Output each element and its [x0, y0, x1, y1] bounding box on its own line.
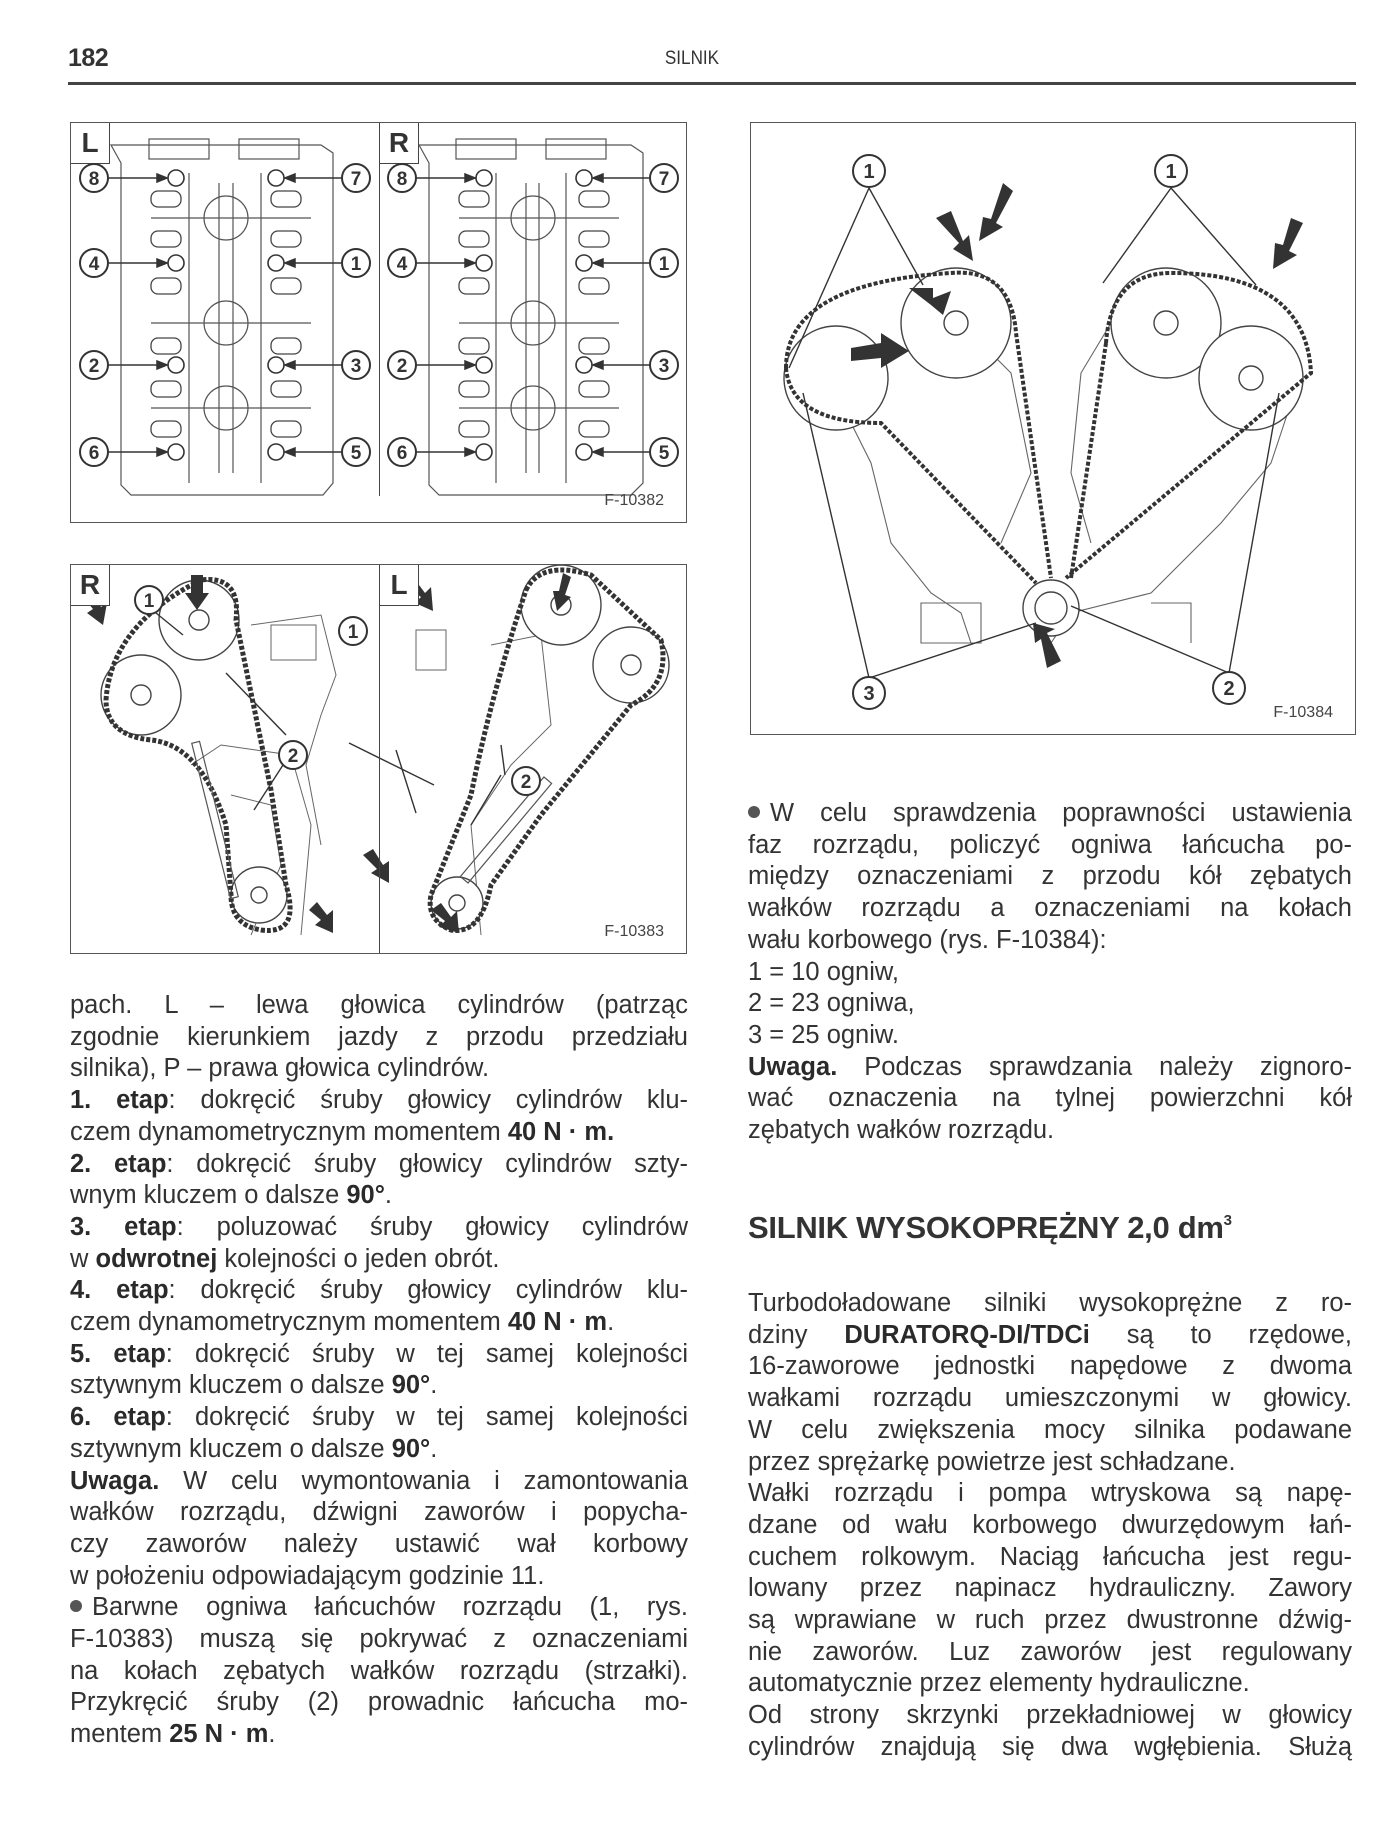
callout-5: 5 — [350, 443, 362, 464]
text-line: nie zaworów. Luz zaworów jest regulowany — [748, 1637, 1352, 1666]
figure-code: F-10384 — [1273, 704, 1333, 721]
link-count-2: 2 = 23 ogniwa, — [748, 989, 915, 1018]
text-line: przez sprężarkę powietrze jest schładzane. — [748, 1447, 1236, 1476]
cylinder-head-diagram — [71, 123, 688, 524]
callout-6: 6 — [88, 443, 100, 464]
step-4: 4. etap: dokręcić śruby głowicy cylindrów klu- — [70, 1276, 688, 1305]
bullet-paragraph: Barwne ogniwa łańcuchów rozrządu (1, rys. — [70, 1592, 688, 1624]
text-line: lowany przez napinacz hydrauliczny. Zawory — [748, 1574, 1352, 1603]
text-line: wału korbowego (rys. F-10384): — [748, 925, 1107, 954]
v-engine-timing-diagram — [751, 123, 1357, 736]
callout-8: 8 — [88, 169, 100, 190]
text-line: dziny DURATORQ-DI/TDCi są to rzędowe, — [748, 1320, 1352, 1349]
step-6: 6. etap: dokręcić śruby w tej samej kolejności — [70, 1403, 688, 1432]
callout-7: 7 — [658, 169, 670, 190]
right-column-top — [748, 798, 1352, 1147]
text-line: wałków rozrządu a oznaczeniami na kołach — [748, 894, 1352, 923]
panel-tag-right-bank: R — [71, 565, 110, 606]
text-line: w położeniu odpowiadającym godzinie 11. — [70, 1561, 545, 1590]
running-head: SILNIK — [664, 48, 720, 69]
callout-2: 2 — [88, 356, 100, 377]
callout-4: 4 — [396, 254, 408, 275]
text-line: dzane od wału korbowego dwurzędowym łań- — [748, 1510, 1352, 1539]
step-5: 5. etap: dokręcić śruby w tej samej kolejności — [70, 1339, 688, 1368]
callout-3: 3 — [863, 683, 875, 705]
figure-f10384 — [750, 122, 1356, 735]
callout-2: 2 — [1223, 678, 1235, 700]
text-line: cylindrów znajdują się dwa wgłębienia. Służą — [748, 1732, 1352, 1761]
text-line: między oznaczeniami z przodu kół zębatych — [748, 862, 1352, 891]
callout-3: 3 — [350, 356, 362, 377]
text-line: wałków rozrządu, dźwigni zaworów i popycha- — [70, 1498, 688, 1527]
step-1: 1. etap: dokręcić śruby głowicy cylindrów klu- — [70, 1086, 688, 1115]
panel-tag-left-bank: L — [379, 565, 419, 606]
panel-tag-left-head: L — [71, 123, 110, 164]
callout-3: 3 — [658, 356, 670, 377]
text-line: silnika), P – prawa głowica cylindrów. — [70, 1054, 490, 1083]
text-line: 16-zaworowe jednostki napędowe z dwoma — [748, 1352, 1352, 1381]
link-count-1: 1 = 10 ogniw, — [748, 957, 899, 986]
step-3: 3. etap: poluzować śruby głowicy cylindrów — [70, 1212, 688, 1241]
text-line: automatycznie przez elementy hydrauliczne. — [748, 1669, 1250, 1698]
bullet-icon — [748, 806, 760, 818]
bullet-paragraph: W celu sprawdzenia poprawności ustawienia — [748, 798, 1352, 830]
callout-1: 1 — [658, 254, 670, 275]
text-line: pach. L – lewa głowica cylindrów (patrząc — [70, 991, 688, 1019]
text-line: Od strony skrzynki przekładniowej w głowicy — [748, 1701, 1352, 1730]
callout-2: 2 — [396, 356, 408, 377]
section-heading: SILNIK WYSOKOPRĘŻNY 2,0 $dm^3$ — [748, 1210, 1232, 1245]
callout-8: 8 — [396, 169, 408, 190]
panel-divider — [379, 565, 380, 953]
header-rule — [68, 82, 1356, 85]
text-line: są wprawiane w ruch przez dwustronne dźwig- — [748, 1606, 1352, 1635]
callout-4: 4 — [88, 254, 100, 275]
callout-5: 5 — [658, 443, 670, 464]
link-count-3: 3 = 25 ogniw. — [748, 1020, 899, 1049]
figure-f10382 — [70, 122, 687, 523]
callout-6: 6 — [396, 443, 408, 464]
text-line: Wałki rozrządu i pompa wtryskowa są napę- — [748, 1479, 1352, 1508]
callout-1: 1 — [347, 622, 359, 643]
bullet-icon — [70, 1600, 82, 1612]
text-line: F-10383) muszą się pokrywać z oznaczeniami — [70, 1625, 688, 1654]
text-line: Turbodoładowane silniki wysokoprężne z ro- — [748, 1289, 1352, 1317]
panel-tag-right-head: R — [379, 123, 419, 164]
callout-7: 7 — [350, 169, 362, 190]
callout-1: 1 — [350, 254, 362, 275]
callout-2: 2 — [287, 746, 299, 767]
right-column-body — [748, 1288, 1352, 1764]
callout-1: 1 — [1165, 161, 1177, 183]
text-line: faz rozrządu, policzyć ogniwa łańcucha po- — [748, 830, 1352, 859]
text-line: cuchem rolkowym. Naciąg łańcucha jest regu- — [748, 1542, 1352, 1571]
text-line: Przykręcić śruby (2) prowadnic łańcucha mo- — [70, 1688, 688, 1717]
text-line: zębatych wałków rozrządu. — [748, 1116, 1055, 1145]
step-2: 2. etap: dokręcić śruby głowicy cylindrów szty- — [70, 1149, 688, 1178]
note-paragraph: Uwaga. Podczas sprawdzania należy zignoro- — [748, 1052, 1352, 1081]
figure-code: F-10382 — [604, 492, 664, 509]
text-line: wałkami rozrządu umieszczonymi w głowicy. — [748, 1384, 1352, 1413]
text-line: zgodnie kierunkiem jazdy z przodu przedziału — [70, 1022, 688, 1051]
text-line: wać oznaczenia na tylnej powierzchni kół — [748, 1084, 1352, 1113]
figure-f10383 — [70, 564, 687, 954]
callout-2: 2 — [520, 772, 532, 793]
callout-1: 1 — [143, 591, 155, 612]
page-number: 182 — [68, 44, 109, 72]
callout-1: 1 — [863, 161, 875, 183]
text-line: na kołach zębatych wałków rozrządu (strzałki). — [70, 1656, 688, 1685]
note-paragraph: Uwaga. W celu wymontowania i zamontowania — [70, 1466, 688, 1495]
figure-code: F-10383 — [604, 923, 664, 940]
text-line: czy zaworów należy ustawić wał korbowy — [70, 1529, 688, 1558]
left-column: pach. L – lewa głowica cylindrów (patrząc zgodnie kierunkiem jazdy z przodu przedziału silnika), P – prawa głowica cylindrów. 1. etap: dokręcić śruby głowicy cylindrów klu- czem dynamometrycznym momentem 40 N · m. 2. etap: dokręcić śruby głowicy cylindrów szty- wnym kluczem o dalsze 90°. 3. etap: poluzować śruby głowicy cylindrów w odwrotnej kolejności o jeden obrót. 4. etap: dokręcić śruby głowicy cylindrów klu- czem dynamometrycznym momentem 40 N · m. 5. etap: dokręcić śruby w tej samej kolejności sztywnym kluczem o dalsze 90°. 6. etap: dokręcić śruby w tej samej kolejności sztywnym kluczem o dalsze 90°. Uwaga. W celu wymontowania i zamontowania wałków rozrządu, dźwigni zaworów i popycha- czy zaworów należy ustawić wał korbowy w położeniu odpowiadającym godzinie 11. Barwne ogniwa łańcuchów rozrządu (1, rys. F-10383) muszą się pokrywać z oznaczeniami na kołach zębatych wałków rozrządu (strzałki). Przykręcić śruby (2) prowadnic łańcucha mo- mentem 25 N · m. — [70, 991, 688, 1749]
text-line: W celu zwiększenia mocy silnika podawane — [748, 1415, 1352, 1444]
